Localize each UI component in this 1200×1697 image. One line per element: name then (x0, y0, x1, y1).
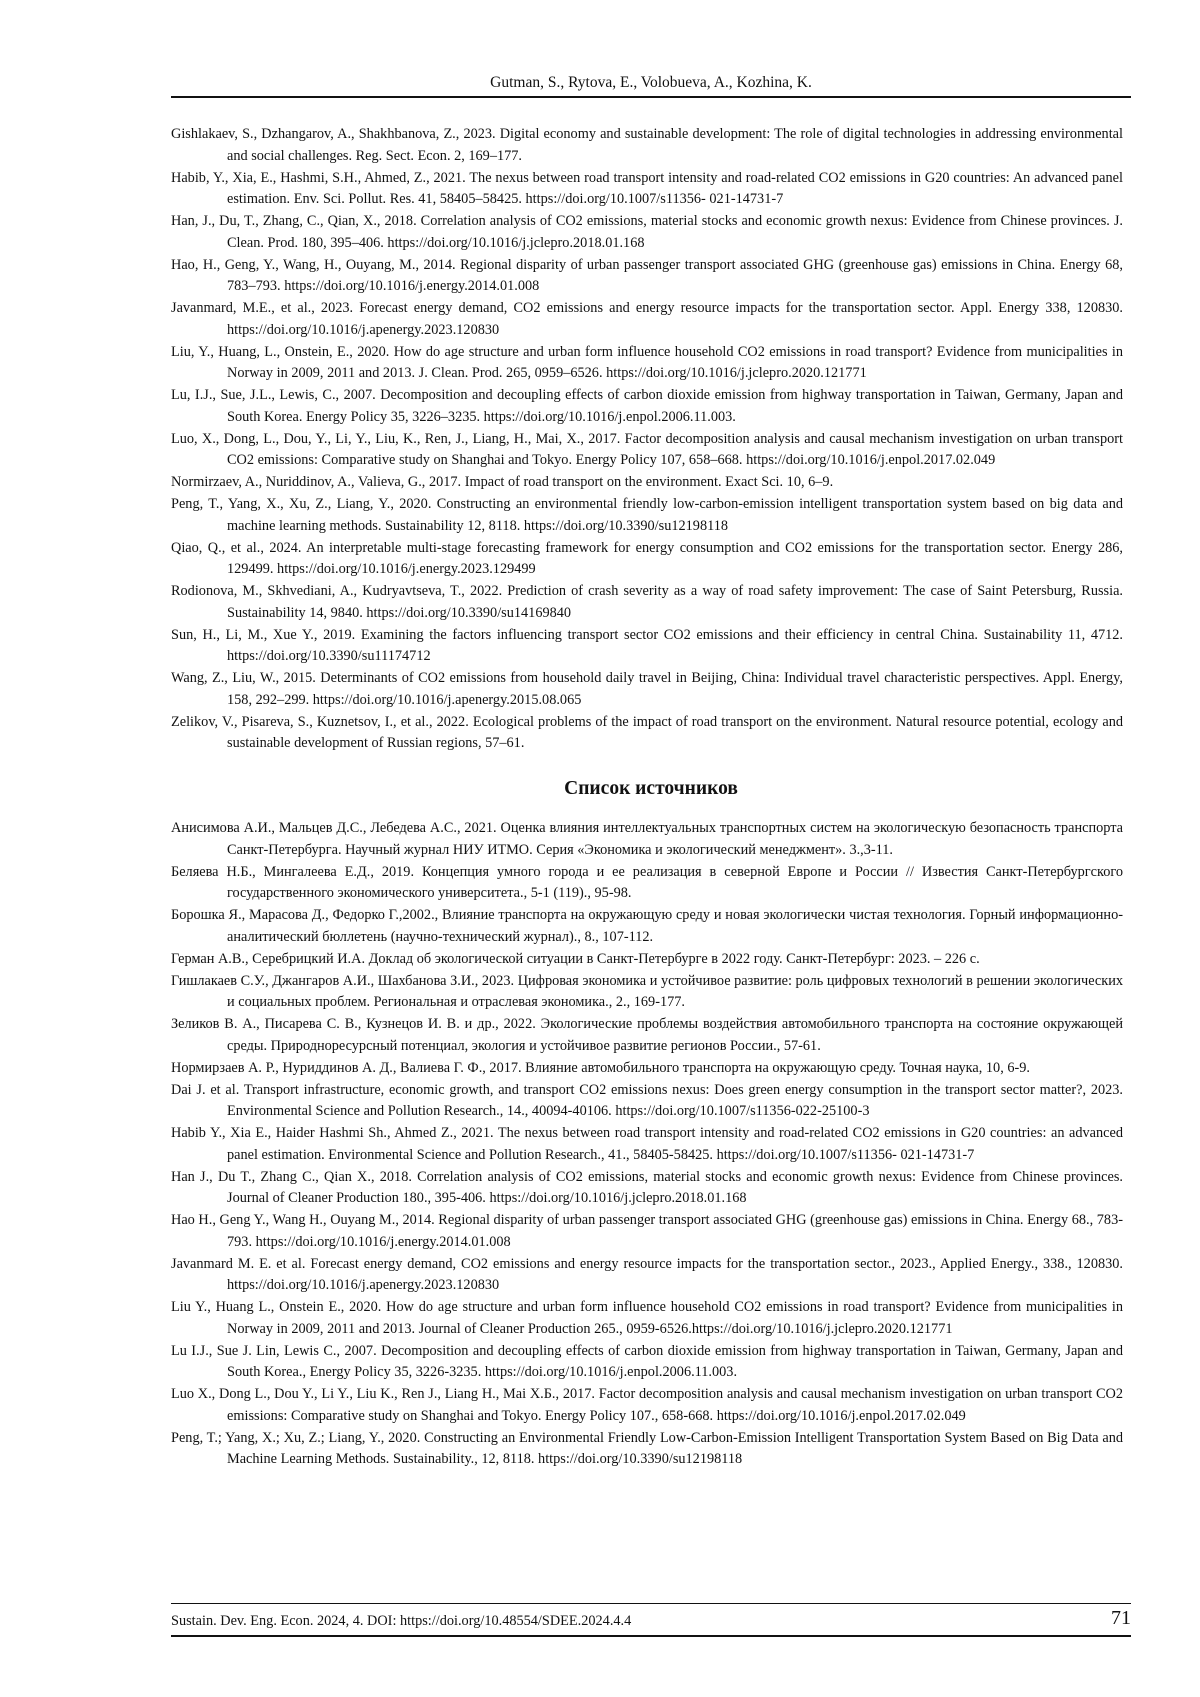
reference-item: Normirzaev, A., Nuriddinov, A., Valieva, G., 2017. Impact of road transport on the environment. Exact Sci. 10, 6–9. (171, 474, 834, 490)
footer-rule (171, 1603, 1131, 1604)
reference-item: Rodionova, M., Skhvediani, A., Kudryavtseva, T., 2022. Prediction of crash severity as a way of road safety improvement: The case of Saint Petersburg, Russia. Sustainability 14, 9840. https://doi.org/10.3390/su14169840 (171, 583, 1123, 621)
running-header: Gutman, S., Rytova, E., Volobueva, A., Kozhina, K. (490, 74, 812, 91)
reference-item: Борошка Я., Марасова Д., Федорко Г.,2002., Влияние транспорта на окружающую среду и новая экологически чистая технология. Горный информационно-аналитический бюллетень (научно-технический журнал)., 8., 107-112. (171, 907, 1123, 945)
reference-item: Han, J., Du, T., Zhang, C., Qian, X., 2018. Correlation analysis of CO2 emissions, material stocks and economic growth nexus: Evidence from Chinese provinces. J. Clean. Prod. 180, 395–406. https://doi.org/10.1016/j.jclepro.2018.01.168 (171, 213, 1123, 251)
reference-list-english (171, 124, 1123, 755)
reference-item: Lu, I.J., Sue, J.L., Lewis, C., 2007. Decomposition and decoupling effects of carbon dioxide emission from highway transportation in Taiwan, Germany, Japan and South Korea. Energy Policy 35, 3226–3235. https://doi.org/10.1016/j.enpol.2006.11.003. (171, 387, 1123, 425)
reference-item: Habib, Y., Xia, E., Hashmi, S.H., Ahmed, Z., 2021. The nexus between road transport intensity and road-related CO2 emissions in G20 countries: An advanced panel estimation. Env. Sci. Pollut. Res. 41, 58405–58425. https://doi.org/10.1007/s11356- 021-14731-7 (171, 169, 1123, 207)
reference-item: Qiao, Q., et al., 2024. An interpretable multi-stage forecasting framework for energy consumption and CO2 emissions for the transportation sector. Energy 286, 129499. https://doi.org/10.1016/j.energy.2023.129499 (171, 539, 1123, 577)
reference-item: Javanmard, M.E., et al., 2023. Forecast energy demand, CO2 emissions and energy resource impacts for the transportation sector. Appl. Energy 338, 120830. https://doi.org/10.1016/j.apenergy.2023.120830 (171, 300, 1123, 338)
reference-item: Peng, T.; Yang, X.; Xu, Z.; Liang, Y., 2020. Constructing an Environmental Friendly Low-Carbon-Emission Intelligent Transportation System Based on Big Data and Machine Learning Methods. Sustainability., 12, 8118. https://doi.org/10.3390/su12198118 (171, 1429, 1123, 1467)
reference-item: Javanmard M. E. et al. Forecast energy demand, CO2 emissions and energy resource impacts for the transportation sector., 2023., Applied Energy., 338., 120830. https://doi.org/10.1016/j.apenergy.2023.120830 (171, 1255, 1123, 1293)
reference-item: Hao H., Geng Y., Wang H., Ouyang M., 2014. Regional disparity of urban passenger transport associated GHG (greenhouse gas) emissions in China. Energy 68., 783-793. https://doi.org/10.1016/j.energy.2014.01.008 (171, 1212, 1123, 1250)
reference-item: Han J., Du T., Zhang C., Qian X., 2018. Correlation analysis of CO2 emissions, material stocks and economic growth nexus: Evidence from Chinese provinces. Journal of Cleaner Production 180., 395-406. https://doi.org/10.1016/j.jclepro.2018.01.168 (171, 1168, 1123, 1206)
reference-item: Zelikov, V., Pisareva, S., Kuznetsov, I., et al., 2022. Ecological problems of the impact of road transport on the environment. Natural resource potential, ecology and sustainable development of Russian regions, 57–61. (171, 713, 1123, 751)
reference-list-russian (171, 818, 1123, 1471)
reference-item: Герман А.В., Серебрицкий И.А. Доклад об экологической ситуации в Санкт-Петербурге в 2022 году. Санкт-Петербург: 2023. – 226 с. (171, 950, 980, 967)
reference-item: Gishlakaev, S., Dzhangarov, A., Shakhbanova, Z., 2023. Digital economy and sustainable development: The role of digital technologies in addressing environmental and social challenges. Reg. Sect. Econ. 2, 169–177. (171, 126, 1123, 164)
section-title: Список источников (564, 778, 738, 799)
reference-item: Sun, H., Li, M., Xue Y., 2019. Examining the factors influencing transport sector CO2 emissions and their efficiency in central China. Sustainability 11, 4712. https://doi.org/10.3390/su11174712 (171, 626, 1123, 664)
reference-item: Luo X., Dong L., Dou Y., Li Y., Liu K., Ren J., Liang H., Mai X.Б., 2017. Factor decomposition analysis and causal mechanism investigation on urban transport CO2 emissions: Comparative study on Shanghai and Tokyo. Energy Policy 107., 658-668. https://doi.org/10.1016/j.enpol.2017.02.049 (171, 1386, 1123, 1424)
reference-item: Luo, X., Dong, L., Dou, Y., Li, Y., Liu, K., Ren, J., Liang, H., Mai, X., 2017. Factor decomposition analysis and causal mechanism investigation on urban transport CO2 emissions: Comparative study on Shanghai and Tokyo. Energy Policy 107, 658–668. https://doi.org/10.1016/j.enpol.2017.02.049 (171, 430, 1123, 468)
reference-item: Lu I.J., Sue J. Lin, Lewis C., 2007. Decomposition and decoupling effects of carbon dioxide emission from highway transportation in Taiwan, Germany, Japan and South Korea., Energy Policy 35, 3226-3235. https://doi.org/10.1016/j.enpol.2006.11.003. (171, 1342, 1123, 1380)
reference-item: Hao, H., Geng, Y., Wang, H., Ouyang, M., 2014. Regional disparity of urban passenger transport associated GHG (greenhouse gas) emissions in China. Energy 68, 783–793. https://doi.org/10.1016/j.energy.2014.01.008 (171, 256, 1123, 294)
reference-item: Habib Y., Xia E., Haider Hashmi Sh., Ahmed Z., 2021. The nexus between road transport intensity and road-related CO2 emissions in G20 countries: an advanced panel estimation. Environmental Science and Pollution Research., 41., 58405-58425. https://doi.org/10.1007/s11356- 021-14731-7 (171, 1125, 1123, 1163)
reference-item: Peng, T., Yang, X., Xu, Z., Liang, Y., 2020. Constructing an environmental friendly low-carbon-emission intelligent transportation system based on big data and machine learning methods. Sustainability 12, 8118. https://doi.org/10.3390/su12198118 (171, 496, 1123, 534)
reference-item: Dai J. et al. Transport infrastructure, economic growth, and transport CO2 emissions nexus: Does green energy consumption in the transport sector matter?, 2023. Environmental Science and Pollution Research., 14., 40094-40106. https://doi.org/10.1007/s11356-022-25100-3 (171, 1081, 1123, 1119)
reference-item: Liu, Y., Huang, L., Onstein, E., 2020. How do age structure and urban form influence household CO2 emissions in road transport? Evidence from municipalities in Norway in 2009, 2011 and 2013. J. Clean. Prod. 265, 0959–6526. https://doi.org/10.1016/j.jclepro.2020.121771 (171, 343, 1123, 381)
reference-item: Зеликов В. А., Писарева С. В., Кузнецов И. В. и др., 2022. Экологические проблемы воздействия автомобильного транспорта на состояние окружающей среды. Природноресурсный потенциал, экология и устойчивое развитие регионов России., 57-61. (171, 1016, 1123, 1054)
header-rule (171, 96, 1131, 98)
page-number: 71 (1111, 1607, 1131, 1629)
reference-item: Liu Y., Huang L., Onstein E., 2020. How do age structure and urban form influence household CO2 emissions in road transport? Evidence from municipalities in Norway in 2009, 2011 and 2013. Journal of Cleaner Production 265., 0959-6526.https://doi.org/10.1016/j.jclepro.2020.121771 (171, 1299, 1123, 1337)
footer-rule-bottom (171, 1635, 1131, 1637)
reference-item: Wang, Z., Liu, W., 2015. Determinants of CO2 emissions from household daily travel in Beijing, China: Individual travel characteristic perspectives. Appl. Energy, 158, 292–299. https://doi.org/10.1016/j.apenergy.2015.08.065 (171, 670, 1123, 708)
reference-item: Гишлакаев С.У., Джангаров А.И., Шахбанова З.И., 2023. Цифровая экономика и устойчивое развитие: роль цифровых технологий в решении экологических и социальных проблем. Региональная и отраслевая экономика., 2., 169-177. (171, 972, 1123, 1010)
footer-citation: Sustain. Dev. Eng. Econ. 2024, 4. DOI: https://doi.org/10.48554/SDEE.2024.4.4 (171, 1613, 632, 1629)
reference-item: Нормирзаев А. Р., Нуриддинов А. Д., Валиева Г. Ф., 2017. Влияние автомобильного транспорта на окружающую среду. Точная наука, 10, 6-9. (171, 1059, 1030, 1076)
reference-item: Анисимова А.И., Мальцев Д.С., Лебедева А.С., 2021. Оценка влияния интеллектуальных транспортных систем на экологическую безопасность транспорта Санкт-Петербурга. Научный журнал НИУ ИТМО. Серия «Экономика и экологический менеджмент». 3.,3-11. (171, 820, 1123, 858)
reference-item: Беляева Н.Б., Мингалеева Е.Д., 2019. Концепция умного города и ее реализация в северной Европе и России // Известия Санкт-Петербургского государственного экономического университета., 5-1 (119)., 95-98. (171, 863, 1123, 901)
